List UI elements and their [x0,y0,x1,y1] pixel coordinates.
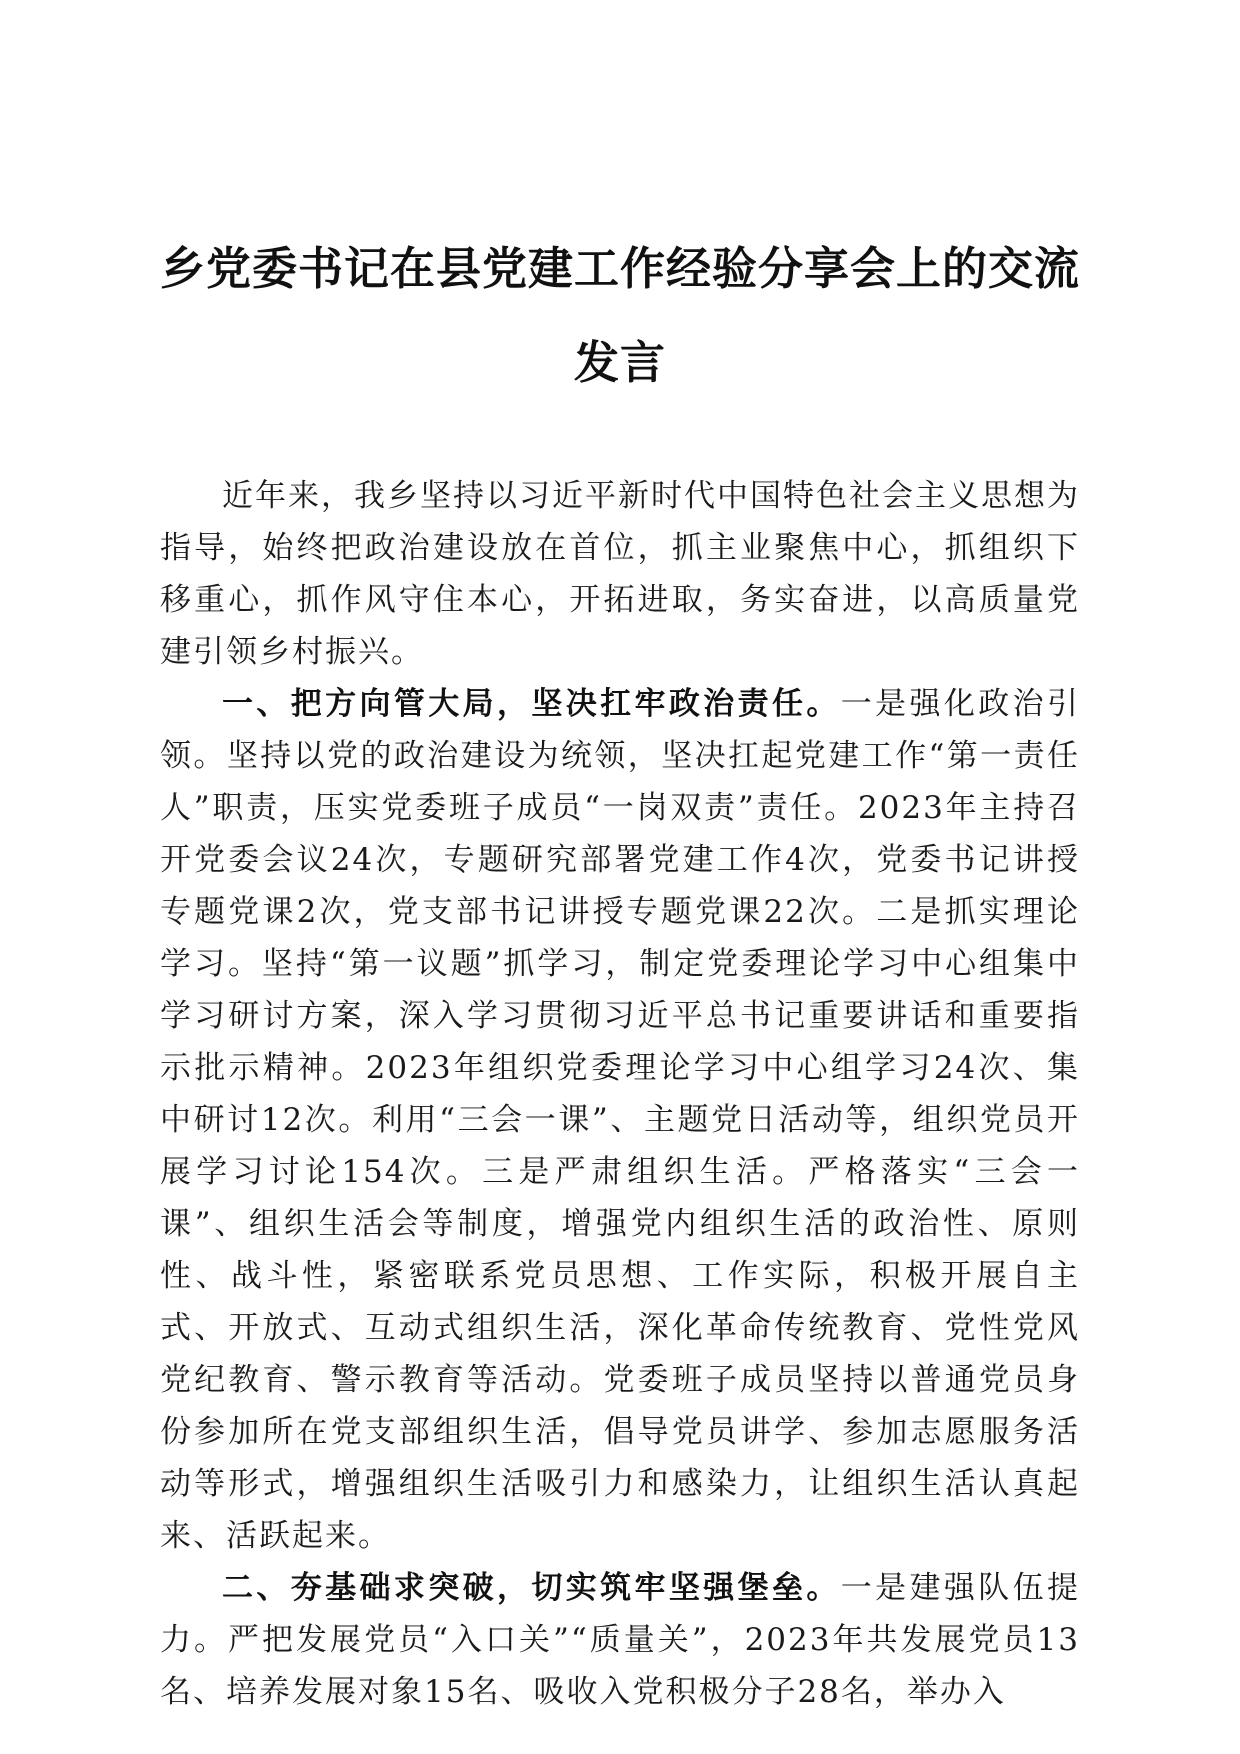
document-title [140,222,1100,410]
paragraph-intro-text: 近年来，我乡坚持以习近平新时代中国特色社会主义思想为指导，始终把政治建设放在首位，抓主业聚焦中心，抓组织下移重心，抓作风守住本心，开拓进取，务实奋进，以高质量党建引领乡村振兴。 [160,478,1080,670]
section-2-text: 一是建强队伍提力。严把发展党员“入口关”“质量关”，2023年共发展党员13名、培养发展对象15名、吸收入党积极分子28名，举办入 [160,1570,1080,1710]
document-body [160,470,1080,1718]
section-1-heading: 一、把方向管大局，坚决扛牢政治责任。 [222,686,841,722]
title-line-2: 发言 [573,336,666,389]
paragraph-intro [160,470,1080,678]
title-line-1: 乡党委书记在县党建工作经验分享会上的交流 [159,242,1080,295]
section-2-heading: 二、夯基础求突破，切实筑牢坚强堡垒。 [222,1570,841,1606]
section-1-text: 一是强化政治引领。坚持以党的政治建设为统领，坚决扛起党建工作“第一责任人”职责，压实党委班子成员“一岗双责”责任。2023年主持召开党委会议24次，专题研究部署党建工作4次，党委书记讲授专题党课2次，党支部书记讲授专题党课22次。二是抓实理论学习。坚持“第一议题”抓学习，制定党委理论学习中心组集中学习研讨方案，深入学习贯彻习近平总书记重要讲话和重要指示批示精神。2023年组织党委理论学习中心组学习24次、集中研讨12次。利用“三会一课”、主题党日活动等，组织党员开展学习讨论154次。三是严肃组织生活。严格落实“三会一课”、组织生活会等制度，增强党内组织生活的政治性、原则性、战斗性，紧密联系党员思想、工作实际，积极开展自主式、开放式、互动式组织生活，深化革命传统教育、党性党风党纪教育、警示教育等活动。党委班子成员坚持以普通党员身份参加所在党支部组织生活，倡导党员讲学、参加志愿服务活动等形式，增强组织生活吸引力和感染力，让组织生活认真起来、活跃起来。 [160,686,1080,1554]
paragraph-section-1 [160,678,1080,1562]
paragraph-section-2 [160,1562,1080,1718]
